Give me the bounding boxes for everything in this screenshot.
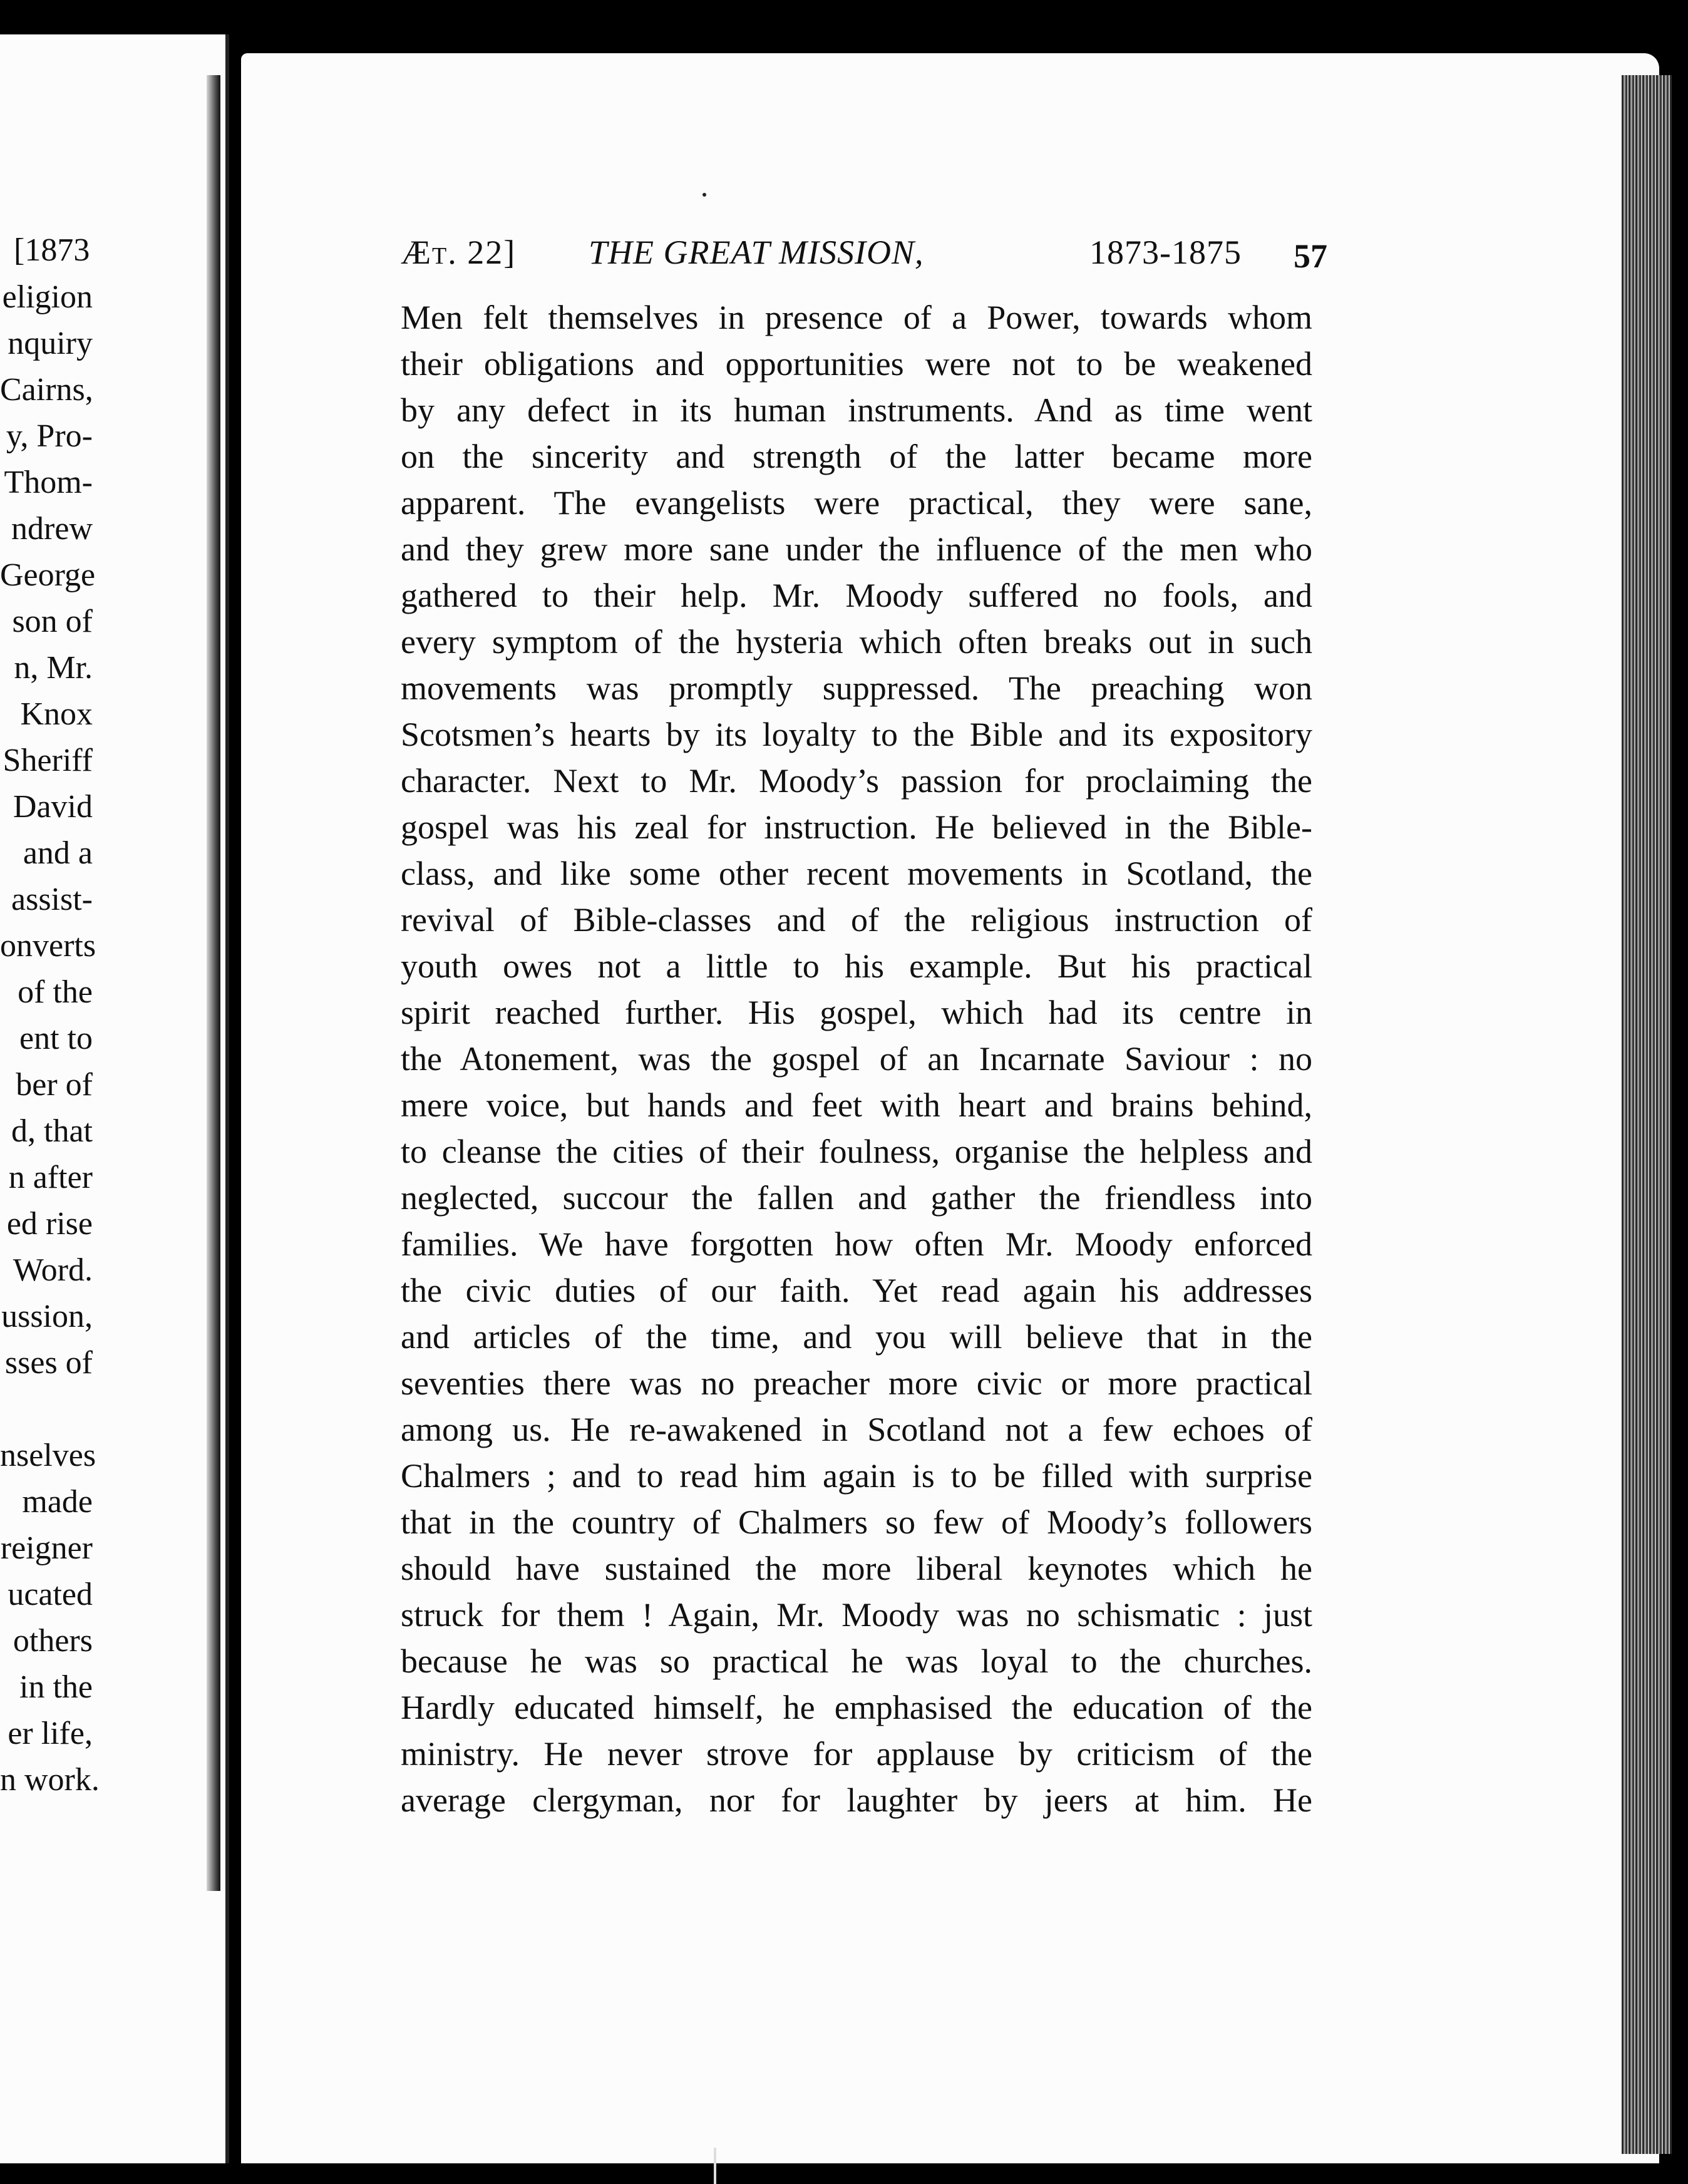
text-line: and they grew more sane under the influence of the men who <box>401 530 1312 568</box>
text-line: apparent. The evangelists were practical, they were sane, <box>401 484 1312 522</box>
text-line: the Atonement, was the gospel of an Incarnate Saviour : no <box>401 1040 1312 1078</box>
text-line: their obligations and opportunities were not to be weakened <box>401 345 1312 383</box>
text-line: seventies there was no preacher more civic or more practical <box>401 1364 1312 1402</box>
ink-speck <box>702 193 706 197</box>
left-page-fragment: n after <box>8 1160 93 1195</box>
running-head-years: 1873-1875 <box>1089 234 1242 271</box>
text-line: revival of Bible-classes and of the religious instruction of <box>401 901 1312 939</box>
left-page-fragment: reigner <box>0 1530 93 1566</box>
left-page-text-fragments <box>0 0 100 2184</box>
text-line: struck for them ! Again, Mr. Moody was no schismatic : just <box>401 1596 1312 1634</box>
left-page-fragment: nquiry <box>8 326 93 361</box>
text-line: neglected, succour the fallen and gather the friendless into <box>401 1179 1312 1217</box>
text-line: to cleanse the cities of their foulness, organise the helpless and <box>401 1133 1312 1170</box>
text-line: should have sustained the more liberal keynotes which he <box>401 1550 1312 1587</box>
text-line: average clergyman, nor for laughter by jeers at him. He <box>401 1781 1312 1819</box>
left-page-fragment: of the <box>18 974 93 1010</box>
text-line: gospel was his zeal for instruction. He believed in the Bible- <box>401 808 1312 846</box>
left-page-fragment: nselves <box>0 1438 96 1473</box>
left-page-fragment: ussion, <box>1 1299 93 1334</box>
text-line: and articles of the time, and you will believe that in the <box>401 1318 1312 1356</box>
left-page-fragment: n work. <box>0 1762 100 1798</box>
text-line: families. We have forgotten how often Mr. Moody enforced <box>401 1225 1312 1263</box>
text-line: movements was promptly suppressed. The preaching won <box>401 669 1312 707</box>
text-line: class, and like some other recent movements in Scotland, the <box>401 855 1312 892</box>
left-page-fragment: Sheriff <box>3 743 93 778</box>
left-page-header: [1873 <box>14 232 90 268</box>
text-line: that in the country of Chalmers so few of Moody’s followers <box>401 1503 1312 1541</box>
left-page-fragment: and a <box>23 835 93 871</box>
left-page-fragment: Cairns, <box>0 372 93 408</box>
left-page-fragment: ed rise <box>6 1206 93 1242</box>
running-head <box>401 233 1327 283</box>
page-number: 57 <box>1294 237 1327 275</box>
text-line: Hardly educated himself, he emphasised the education of the <box>401 1689 1312 1726</box>
book-spine-gutter <box>207 75 220 1891</box>
left-page-fragment: Knox <box>20 696 93 732</box>
left-page-fragment: made <box>22 1484 93 1520</box>
left-page-fragment: y, Pro- <box>6 418 93 454</box>
left-page-fragment: eligion <box>2 279 93 315</box>
left-page-fragment: assist- <box>11 882 93 917</box>
left-page-fragment: ent to <box>19 1021 93 1056</box>
text-line: youth owes not a little to his example. But his practical <box>401 947 1312 985</box>
left-page-fragment: er life, <box>8 1716 93 1751</box>
left-page-fragment: onverts <box>0 928 96 964</box>
text-line: among us. He re-awakened in Scotland not a few echoes of <box>401 1411 1312 1448</box>
left-page-fragment: Thom- <box>4 465 93 500</box>
text-line: character. Next to Mr. Moody’s passion for proclaiming the <box>401 762 1312 800</box>
text-line: Scotsmen’s hearts by its loyalty to the Bible and its expository <box>401 716 1312 753</box>
running-head-age: Æt. 22] <box>401 234 517 271</box>
left-page-fragment: son of <box>12 604 93 639</box>
left-page-fragment: d, that <box>11 1113 93 1149</box>
left-page-fragment: ber of <box>16 1067 93 1103</box>
left-page-fragment: in the <box>19 1669 93 1705</box>
left-page-fragment: others <box>13 1623 93 1659</box>
text-line: Chalmers ; and to read him again is to be filled with surprise <box>401 1457 1312 1495</box>
text-line: mere voice, but hands and feet with heart and brains behind, <box>401 1086 1312 1124</box>
left-page-fragment: ucated <box>8 1577 93 1612</box>
text-line: the civic duties of our faith. Yet read again his addresses <box>401 1272 1312 1309</box>
left-page-fragment: ndrew <box>11 511 93 547</box>
text-line: ministry. He never strove for applause by criticism of the <box>401 1735 1312 1773</box>
left-page-fragment: n, Mr. <box>14 650 93 686</box>
left-page-fragment: George <box>0 557 96 593</box>
page-edges <box>1622 75 1672 2154</box>
scan-mark <box>714 2148 719 2184</box>
text-line: on the sincerity and strength of the latter became more <box>401 438 1312 475</box>
running-head-title: THE GREAT MISSION, <box>589 234 924 271</box>
text-line: by any defect in its human instruments. And as time went <box>401 391 1312 429</box>
text-line: spirit reached further. His gospel, which had its centre in <box>401 994 1312 1031</box>
left-page-fragment: Word. <box>13 1252 93 1288</box>
text-line: gathered to their help. Mr. Moody suffered no fools, and <box>401 577 1312 614</box>
text-line: Men felt themselves in presence of a Power, towards whom <box>401 299 1312 336</box>
left-page-fragment: David <box>13 789 93 825</box>
text-line: every symptom of the hysteria which often breaks out in such <box>401 623 1312 661</box>
left-page-fragment: sses of <box>4 1345 93 1381</box>
body-text <box>401 294 1312 1823</box>
text-line: because he was so practical he was loyal to the churches. <box>401 1642 1312 1680</box>
